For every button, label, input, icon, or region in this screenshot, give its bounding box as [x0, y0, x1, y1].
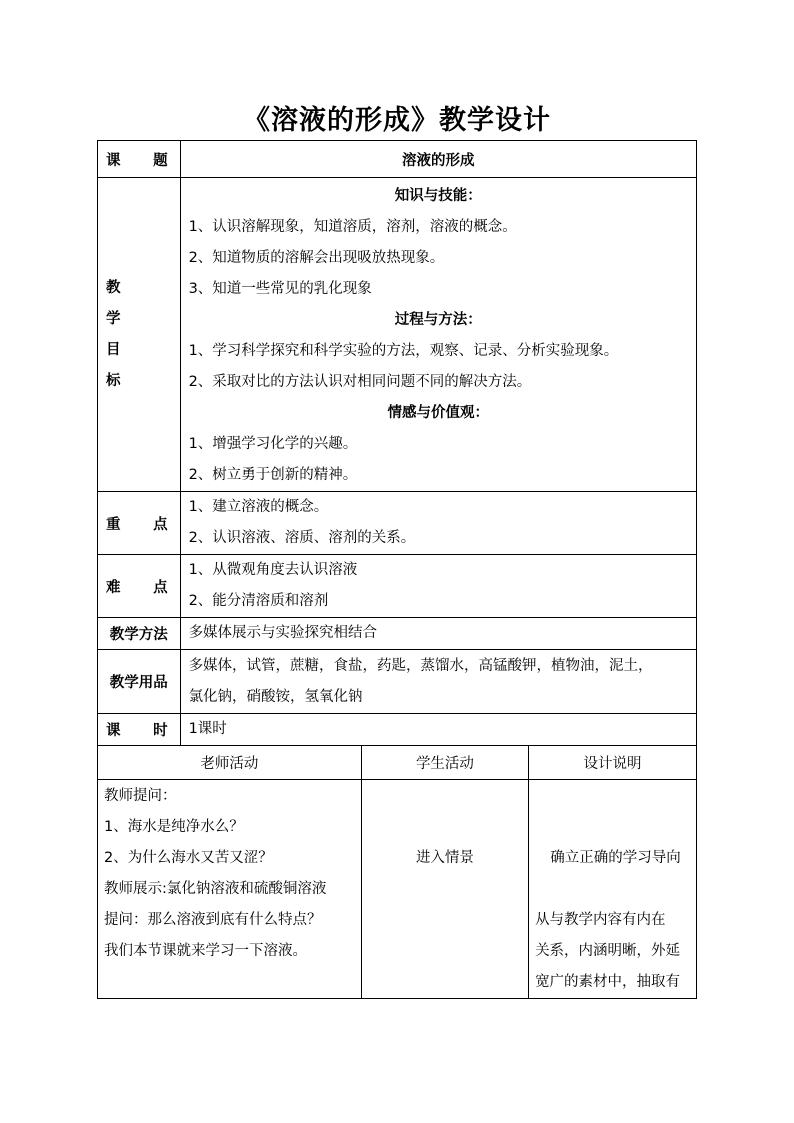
method-label: 教学方法	[98, 618, 181, 650]
difficulties-row	[98, 555, 697, 618]
topic-label-char: 课	[106, 152, 121, 169]
page-title: 《溶液的形成》教学设计	[243, 105, 551, 136]
method-row	[98, 618, 697, 650]
topic-value: 溶液的形成	[180, 141, 696, 178]
goal-item: 2、树立勇于创新的精神。	[188, 467, 358, 483]
design-note-1: 确立正确的学习导向	[550, 850, 681, 866]
topic-label-cell	[98, 141, 181, 178]
key-point-item: 2、认识溶液、溶质、溶剂的关系。	[188, 530, 416, 546]
header-design: 设计说明	[529, 746, 697, 780]
duration-row	[98, 714, 697, 746]
difficulties-label-char: 难	[106, 579, 121, 596]
supplies-row	[98, 650, 697, 714]
student-activity-cell	[361, 780, 528, 999]
lesson-info-table	[97, 140, 697, 746]
difficulties-label-char: 点	[153, 579, 168, 596]
teacher-line: 提问：那么溶液到底有什么特点？	[104, 912, 322, 928]
goal-heading-knowledge: 知识与技能：	[394, 188, 482, 204]
duration-label-char: 时	[153, 723, 168, 739]
teacher-line: 教师提问：	[104, 788, 177, 804]
goal-heading-values: 情感与价值观：	[387, 405, 490, 421]
goals-label-char: 目	[106, 341, 121, 358]
design-note-cell	[529, 780, 697, 999]
activities-row	[98, 780, 697, 999]
method-value: 多媒体展示与实验探究相结合	[188, 625, 378, 641]
student-activity-text: 进入情景	[415, 850, 474, 866]
difficulties-label-cell	[98, 555, 181, 618]
goal-item: 1、增强学习化学的兴趣。	[188, 436, 358, 452]
goals-label-char: 标	[106, 372, 121, 389]
supplies-content	[180, 650, 696, 714]
supplies-line: 氯化钠，硝酸铵，氢氧化钠	[188, 688, 363, 705]
goals-content	[180, 178, 696, 492]
teacher-line: 1、海水是纯净水么？	[104, 819, 244, 835]
key-points-label-char: 重	[106, 516, 121, 533]
goals-row	[98, 178, 697, 492]
goal-item: 1、学习科学探究和科学实验的方法，观察、记录、分析实验现象。	[188, 343, 619, 359]
teacher-line: 我们本节课就来学习一下溶液。	[104, 943, 307, 959]
key-points-label-cell	[98, 492, 181, 555]
design-note-line: 从与教学内容有内在	[535, 912, 666, 928]
activities-table	[97, 745, 697, 999]
teacher-line: 教师展示:氯化钠溶液和硫酸铜溶液	[104, 881, 327, 897]
difficulty-item: 1、从微观角度去认识溶液	[188, 562, 358, 578]
method-value-cell	[180, 618, 696, 650]
goals-label-char: 教	[106, 279, 121, 296]
goal-item: 3、知道一些常见的乳化现象	[188, 281, 372, 297]
supplies-label: 教学用品	[98, 650, 181, 714]
goal-item: 1、认识溶解现象，知道溶质，溶剂，溶液的概念。	[188, 219, 517, 235]
topic-label-char: 题	[153, 152, 168, 169]
goal-item: 2、采取对比的方法认识对相同问题不同的解决方法。	[188, 374, 532, 390]
key-point-item: 1、建立溶液的概念。	[188, 499, 329, 515]
duration-value-cell	[180, 714, 696, 746]
header-student: 学生活动	[361, 746, 528, 780]
key-points-row	[98, 492, 697, 555]
topic-row	[98, 141, 697, 178]
key-points-content	[180, 492, 696, 555]
teacher-activity-cell	[98, 780, 362, 999]
difficulty-item: 2、能分清溶质和溶剂	[188, 593, 329, 609]
duration-value: 1课时	[188, 721, 227, 737]
difficulties-content	[180, 555, 696, 618]
goal-item: 2、知道物质的溶解会出现吸放热现象。	[188, 250, 445, 266]
activities-header-row	[98, 746, 697, 780]
teacher-line: 2、为什么海水又苦又涩？	[104, 850, 273, 866]
supplies-line: 多媒体，试管，蔗糖，食盐，药匙，蒸馏水，高锰酸钾，植物油，泥土，	[188, 657, 653, 674]
duration-label-char: 课	[106, 723, 121, 739]
header-teacher: 老师活动	[98, 746, 362, 780]
duration-label-cell	[98, 714, 181, 746]
goal-heading-process: 过程与方法：	[394, 312, 482, 328]
goals-label-cell	[98, 178, 181, 492]
goals-label-char: 学	[106, 310, 121, 327]
key-points-label-char: 点	[153, 516, 168, 533]
design-note-line: 关系，内涵明晰，外延	[535, 943, 681, 959]
design-note-line: 宽广的素材中，抽取有	[535, 974, 681, 990]
